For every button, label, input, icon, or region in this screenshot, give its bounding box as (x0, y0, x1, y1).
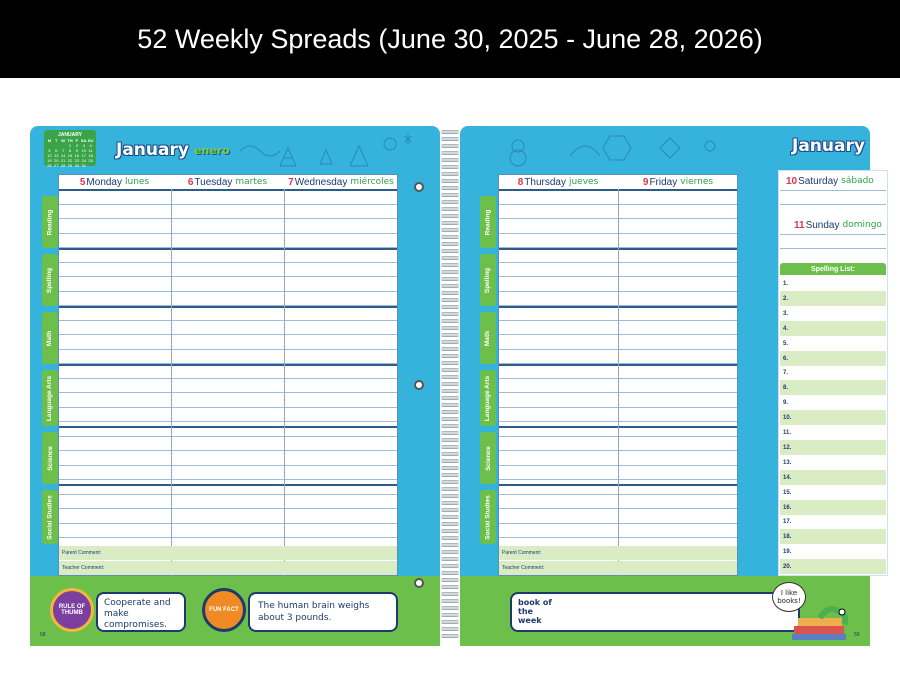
rule-of-thumb-badge: RULE OF THUMB (50, 588, 94, 632)
spiral-ring (441, 473, 459, 477)
spiral-ring (441, 242, 459, 246)
mini-calendar-day: 15 (67, 153, 73, 158)
ruled-line (59, 320, 397, 321)
spiral-ring (441, 200, 459, 204)
subject-tab-math (42, 312, 58, 364)
ruled-line (59, 262, 397, 263)
day-header-sunday (778, 218, 888, 232)
spiral-ring (441, 431, 459, 435)
page-number-left: 58 (40, 632, 46, 638)
subject-divider (59, 189, 397, 191)
spiral-ring (441, 438, 459, 442)
rule-of-thumb-text: Cooperate and make compromises. (96, 592, 186, 632)
book-of-the-week-box (510, 592, 800, 632)
book-of-the-week-label: book of the week (518, 598, 552, 625)
mini-calendar-day: 7 (62, 148, 65, 153)
spiral-ring (441, 375, 459, 379)
spiral-ring (441, 403, 459, 407)
mini-calendar-weekday: F (75, 138, 79, 143)
spiral-ring (441, 284, 459, 288)
spelling-list-row: 12. (780, 440, 886, 455)
subject-divider (59, 484, 397, 486)
day-number: 9 (642, 176, 649, 188)
spiral-ring (441, 158, 459, 162)
spiral-ring (441, 599, 459, 603)
spiral-ring (441, 256, 459, 260)
spiral-ring (441, 193, 459, 197)
subject-tab-science (42, 432, 58, 484)
ruled-line (59, 508, 397, 509)
spiral-ring (441, 396, 459, 400)
mini-calendar (44, 130, 96, 166)
spiral-ring (441, 557, 459, 561)
ruled-line (59, 233, 397, 234)
month-title: January (116, 140, 189, 160)
subject-tab-spelling (42, 254, 58, 306)
spiral-ring (441, 508, 459, 512)
spiral-ring (441, 382, 459, 386)
spelling-list-row: 3. (783, 310, 789, 317)
spiral-ring (441, 179, 459, 183)
spiral-ring (441, 634, 459, 638)
spelling-list-row: 20. (780, 559, 886, 574)
spiral-ring (441, 326, 459, 330)
spiral-ring (441, 445, 459, 449)
mini-calendar-day: 20 (54, 158, 59, 163)
mini-calendar-day: 18 (88, 153, 93, 158)
subject-tab-social-studies (480, 490, 496, 544)
fun-fact-badge: FUN FACT (202, 588, 246, 632)
subject-label: Spelling (484, 267, 492, 293)
mini-calendar-day (87, 163, 94, 168)
parent-comment-row: Parent Comment: (59, 546, 397, 560)
mini-calendar-day: 29 (67, 163, 73, 168)
spiral-ring (441, 235, 459, 239)
mini-calendar-day: 17 (81, 153, 86, 158)
spiral-ring (441, 340, 459, 344)
mini-calendar-day: 1 (68, 143, 72, 148)
spelling-list-row: 6. (780, 351, 886, 366)
spelling-list-row: 13. (783, 459, 792, 466)
spiral-ring (441, 543, 459, 547)
mini-calendar-day: 16 (74, 153, 80, 158)
subject-label: Spelling (46, 267, 54, 293)
ruled-line (59, 494, 397, 495)
mini-calendar-day: 19 (47, 158, 52, 163)
spiral-ring (441, 354, 459, 358)
spiral-ring (441, 137, 459, 141)
spiral-ring (441, 487, 459, 491)
day-header-monday (58, 175, 171, 189)
ruled-line (59, 421, 397, 422)
spiral-ring (441, 249, 459, 253)
day-name-spanish: lunes (125, 177, 150, 187)
spiral-ring (441, 361, 459, 365)
subject-label: Reading (46, 209, 54, 235)
month-title-spanish: enero (194, 144, 230, 157)
page-title: 52 Weekly Spreads (June 30, 2025 - June 28, 2026) (0, 0, 900, 78)
day-header-wednesday (284, 175, 398, 189)
mini-calendar-day: 28 (60, 163, 66, 168)
day-name-spanish: jueves (568, 177, 599, 187)
mini-calendar-weekday: SU (87, 138, 94, 143)
spelling-list-row: 17. (783, 518, 792, 525)
ruled-line (59, 537, 397, 538)
spelling-list-row: 9. (783, 399, 789, 406)
planner-spread (30, 126, 882, 646)
month-title-right: January (792, 136, 865, 156)
subject-tab-social-studies (42, 490, 58, 544)
spiral-ring (441, 319, 459, 323)
ruled-line (59, 218, 397, 219)
spiral-ring (441, 424, 459, 428)
ruled-line (59, 436, 397, 437)
column-divider (618, 189, 619, 576)
mini-calendar-day: 31 (81, 163, 86, 168)
mini-calendar-day: 8 (68, 148, 72, 153)
spelling-list-header: Spelling List: (780, 263, 886, 275)
day-name: Saturday (798, 175, 839, 187)
ruled-line (59, 291, 397, 292)
ruled-line (59, 349, 397, 350)
mini-calendar-day: 2 (75, 143, 78, 148)
subject-label: Social Studies (46, 494, 54, 540)
mini-calendar-weekday: M (47, 138, 52, 143)
day-name: Friday (649, 176, 678, 188)
subject-label: Social Studies (484, 494, 492, 540)
spelling-list-row: 11. (783, 429, 792, 436)
day-number: 6 (187, 176, 194, 188)
spiral-ring (441, 564, 459, 568)
spiral-ring (441, 172, 459, 176)
ruled-line (59, 407, 397, 408)
fun-fact-text: The human brain weighs about 3 pounds. (248, 592, 398, 632)
spiral-ring (441, 298, 459, 302)
binder-hole (414, 380, 424, 390)
ruled-line (59, 334, 397, 335)
spiral-ring (441, 522, 459, 526)
subject-label: Language Arts (484, 375, 492, 421)
mini-calendar-grid (46, 138, 94, 168)
spiral-ring (441, 515, 459, 519)
spiral-ring (441, 578, 459, 582)
subject-label: Science (46, 445, 54, 471)
spiral-ring (441, 389, 459, 393)
subject-divider (59, 426, 397, 428)
spelling-list-row: 15. (783, 489, 792, 496)
mini-calendar-day: 12 (47, 153, 52, 158)
column-divider (171, 189, 172, 576)
spiral-ring (441, 459, 459, 463)
subject-divider (59, 364, 397, 366)
day-number: 10 (786, 175, 798, 187)
day-name-spanish: sábado (841, 176, 874, 186)
day-name-spanish: viernes (680, 177, 714, 187)
spiral-ring (441, 207, 459, 211)
spiral-ring (441, 333, 459, 337)
day-header-thursday (498, 175, 618, 189)
spiral-ring (441, 536, 459, 540)
mini-calendar-day: 24 (81, 158, 86, 163)
spiral-ring (441, 312, 459, 316)
subject-label: Math (484, 330, 492, 346)
spiral-ring (441, 228, 459, 232)
day-name-spanish: martes (235, 177, 268, 187)
mini-calendar-weekday: TH (67, 138, 73, 143)
spiral-ring (441, 466, 459, 470)
spelling-list-row: 5. (783, 340, 789, 347)
ruled-line (59, 479, 397, 480)
speech-bubble: I like books! (772, 582, 806, 612)
subject-tab-reading (480, 196, 496, 248)
mini-calendar-day: 22 (67, 158, 73, 163)
mini-calendar-day: 27 (54, 163, 59, 168)
spiral-ring (441, 368, 459, 372)
spiral-ring (441, 494, 459, 498)
subject-tab-language-arts (42, 370, 58, 426)
spiral-ring (441, 529, 459, 533)
subject-tab-math (480, 312, 496, 364)
spiral-ring (441, 417, 459, 421)
binder-hole (414, 182, 424, 192)
spiral-ring (441, 214, 459, 218)
spiral-ring (441, 151, 459, 155)
day-header-tuesday (171, 175, 284, 189)
ruled-line (780, 204, 886, 205)
subject-tab-reading (42, 196, 58, 248)
spiral-ring (441, 144, 459, 148)
spelling-list-row: 2. (780, 291, 886, 306)
spiral-ring (441, 606, 459, 610)
mini-calendar-day: 23 (74, 158, 80, 163)
mini-calendar-day: 21 (60, 158, 66, 163)
spelling-list-row: 1. (783, 280, 789, 287)
day-header-saturday (778, 174, 888, 188)
day-name-spanish: domingo (842, 220, 882, 230)
spiral-ring (441, 263, 459, 267)
mini-calendar-day: 25 (88, 158, 93, 163)
day-number: 7 (288, 176, 294, 188)
day-name: Monday (86, 176, 122, 188)
subject-divider (59, 306, 397, 308)
subject-label: Language Arts (46, 375, 54, 421)
spiral-ring (441, 592, 459, 596)
teacher-comment-row: Teacher Comment: (59, 561, 397, 575)
day-header-friday (618, 175, 738, 189)
spelling-list-row: 19. (783, 548, 792, 555)
spiral-ring (441, 613, 459, 617)
binder-hole (414, 578, 424, 588)
subject-tab-science (480, 432, 496, 484)
day-name-spanish: miércoles (350, 177, 394, 187)
ruled-line (780, 248, 886, 249)
spelling-list-row: 14. (780, 470, 886, 485)
day-name: Sunday (805, 219, 840, 231)
mini-calendar-day: 6 (55, 148, 58, 153)
mini-calendar-weekday: SA (80, 138, 87, 143)
day-name: Thursday (524, 176, 566, 188)
ruled-line (780, 234, 886, 235)
ruled-line (59, 378, 397, 379)
day-number: 5 (79, 176, 86, 188)
ruled-line (59, 392, 397, 393)
mini-calendar-day: 9 (75, 148, 78, 153)
subject-label: Reading (484, 209, 492, 235)
spiral-ring (441, 550, 459, 554)
spelling-list-row: 8. (780, 380, 886, 395)
subject-divider (59, 248, 397, 250)
mini-calendar-day: 30 (74, 163, 80, 168)
left-page (30, 126, 440, 646)
bookworm-illustration (790, 606, 860, 642)
mini-calendar-day: 3 (82, 143, 85, 148)
day-number: 8 (517, 176, 524, 188)
spelling-list-row: 10. (780, 410, 886, 425)
subject-label: Science (484, 445, 492, 471)
spiral-ring (441, 571, 459, 575)
subject-label: Math (46, 330, 54, 346)
spelling-list-row: 7. (783, 369, 789, 376)
spiral-ring (441, 452, 459, 456)
spelling-list-row: 4. (780, 321, 886, 336)
subject-tab-spelling (480, 254, 496, 306)
day-name: Tuesday (194, 176, 233, 188)
parent-comment-row: Parent Comment: (499, 546, 737, 560)
mini-calendar-day: 11 (88, 148, 93, 153)
spiral-ring (441, 585, 459, 589)
spiral-ring (441, 277, 459, 281)
teacher-comment-row: Teacher Comment: (499, 561, 737, 575)
column-divider (284, 189, 285, 576)
day-name: Wednesday (294, 176, 348, 188)
mini-calendar-weekday: W (61, 138, 66, 143)
page-number-right: 59 (854, 632, 860, 638)
mini-calendar-day: 14 (60, 153, 66, 158)
left-schedule-sheet (58, 174, 398, 576)
mini-calendar-day: 13 (54, 153, 59, 158)
spiral-ring (441, 270, 459, 274)
subject-tab-language-arts (480, 370, 496, 426)
spiral-ring (441, 347, 459, 351)
mini-calendar-title: JANUARY (58, 132, 82, 138)
mini-calendar-day: 5 (48, 148, 51, 153)
spiral-ring (441, 627, 459, 631)
spiral-ring (441, 480, 459, 484)
ruled-line (59, 276, 397, 277)
spiral-ring (441, 165, 459, 169)
ruled-line (59, 450, 397, 451)
spelling-list-row: 16. (780, 500, 886, 515)
ruled-line (59, 465, 397, 466)
spiral-ring (441, 186, 459, 190)
spiral-ring (441, 305, 459, 309)
spiral-ring (441, 501, 459, 505)
day-number: 11 (794, 219, 805, 231)
spelling-list-row: 18. (780, 529, 886, 544)
mini-calendar-day: 26 (47, 163, 52, 168)
spiral-ring (441, 620, 459, 624)
ruled-line (59, 523, 397, 524)
mini-calendar-weekday: T (55, 138, 58, 143)
right-page (460, 126, 882, 646)
mini-calendar-day: 4 (89, 143, 92, 148)
spiral-ring (441, 130, 459, 134)
mini-calendar-day: 10 (81, 148, 86, 153)
spiral-ring (441, 410, 459, 414)
spiral-ring (441, 291, 459, 295)
spiral-ring (441, 221, 459, 225)
ruled-line (59, 204, 397, 205)
ruled-line (780, 190, 886, 191)
